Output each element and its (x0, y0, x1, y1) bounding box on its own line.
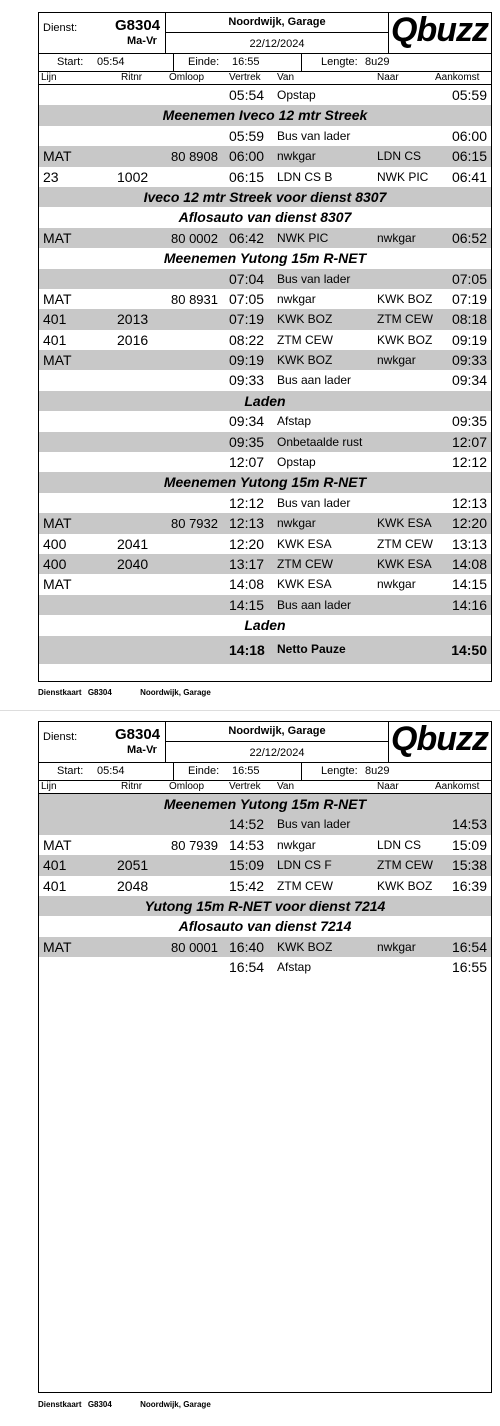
cell-van: Bus van lader (277, 271, 351, 286)
section-heading: Meenemen Yutong 15m R-NET (39, 794, 491, 814)
cell-ritnr: 2016 (117, 331, 149, 348)
location-name: Noordwijk, Garage (166, 722, 388, 742)
duty-date: 22/12/2024 (249, 747, 305, 759)
table-row (39, 289, 491, 309)
start-label: Start: (57, 56, 84, 68)
cell-vertrek: 16:40 (229, 938, 265, 955)
qbuzz-logo: Qbuzz (391, 720, 488, 758)
cell-vertrek: 07:04 (229, 270, 265, 287)
cell-omloop: 80 0002 (171, 230, 218, 246)
cell-lijn: MAT (43, 148, 72, 165)
duty-date: 22/12/2024 (249, 38, 305, 50)
dienst-number: G8304 (115, 17, 161, 34)
dienst-label: Dienst: (43, 22, 78, 34)
cell-aankomst: 16:39 (451, 877, 487, 894)
cell-ritnr: 2051 (117, 857, 149, 874)
end-label: Einde: (188, 765, 220, 777)
cell-van: KWK BOZ (277, 312, 333, 327)
table-row (39, 432, 491, 452)
col-naar: Naar (377, 781, 399, 792)
end-label: Einde: (188, 56, 220, 68)
cell-naar: nwkgar (377, 577, 416, 592)
table-row (39, 269, 491, 289)
cell-van: nwkgar (277, 837, 316, 852)
table-row (39, 85, 491, 105)
cell-omloop: 80 8908 (171, 149, 218, 165)
length-label: Lengte: (321, 765, 358, 777)
table-row (39, 493, 491, 513)
table-row (39, 534, 491, 554)
col-ritnr: Ritnr (121, 781, 143, 792)
cell-van: Bus van lader (277, 495, 351, 510)
column-headers (39, 72, 491, 85)
cell-van: KWK ESA (277, 536, 332, 551)
table-row (39, 146, 491, 166)
cell-aankomst: 15:09 (451, 836, 487, 853)
duty-card-1 (38, 12, 492, 682)
cell-van: LDN CS F (277, 858, 332, 873)
cell-lijn: 401 (43, 331, 67, 348)
section-heading: Yutong 15m R-NET voor dienst 7214 (39, 896, 491, 916)
cell-naar: nwkgar (377, 230, 416, 245)
cell-vertrek: 12:07 (229, 454, 265, 471)
cell-van: Bus van lader (277, 817, 351, 832)
cell-naar: nwkgar (377, 939, 416, 954)
cell-vertrek: 09:33 (229, 372, 265, 389)
cell-vertrek: 05:54 (229, 87, 265, 103)
cell-lijn: MAT (43, 938, 72, 955)
cell-ritnr: 2048 (117, 877, 149, 894)
table-row (39, 554, 491, 574)
cell-vertrek: 07:19 (229, 311, 265, 328)
cell-aankomst: 14:50 (451, 641, 487, 658)
table-row (39, 876, 491, 896)
cell-naar: KWK ESA (377, 556, 432, 571)
cell-lijn: 400 (43, 535, 67, 552)
cell-van: nwkgar (277, 149, 316, 164)
cell-naar: nwkgar (377, 353, 416, 368)
cell-van: NWK PIC (277, 230, 329, 245)
cell-vertrek: 09:34 (229, 413, 265, 430)
cell-vertrek: 12:13 (229, 515, 265, 532)
times-bar (39, 763, 491, 781)
length-value: 8u29 (365, 765, 390, 777)
cell-naar: NWK PIC (377, 169, 429, 184)
location-name: Noordwijk, Garage (166, 13, 388, 33)
footer-dienst: G8304 (87, 1400, 112, 1409)
cell-naar: ZTM CEW (377, 536, 433, 551)
cell-van: Bus van lader (277, 128, 351, 143)
cell-van: ZTM CEW (277, 878, 333, 893)
cell-van: Opstap (277, 88, 316, 102)
table-row (39, 452, 491, 472)
cell-ritnr: 2041 (117, 535, 149, 552)
cell-naar: KWK BOZ (377, 291, 433, 306)
cell-naar: ZTM CEW (377, 858, 433, 873)
qbuzz-logo: Qbuzz (391, 11, 488, 49)
dienst-number: G8304 (115, 726, 161, 743)
cell-van: KWK BOZ (277, 353, 333, 368)
duty-table-page-1 (39, 85, 491, 664)
cell-vertrek: 14:53 (229, 836, 265, 853)
cell-van: ZTM CEW (277, 556, 333, 571)
dienst-days: Ma-Vr (127, 744, 157, 756)
card-header (39, 722, 491, 763)
dienst-days: Ma-Vr (127, 35, 157, 47)
column-headers (39, 781, 491, 794)
cell-lijn: MAT (43, 515, 72, 532)
cell-van: ZTM CEW (277, 332, 333, 347)
cell-van: Onbetaalde rust (277, 434, 363, 449)
cell-van: Bus aan lader (277, 597, 352, 612)
col-naar: Naar (377, 72, 399, 83)
table-row (39, 411, 491, 431)
section-heading: Aflosauto van dienst 7214 (178, 918, 352, 935)
col-ritnr: Ritnr (121, 72, 143, 83)
cell-aankomst: 09:34 (451, 372, 487, 389)
cell-naar: KWK ESA (377, 516, 432, 531)
cell-omloop: 80 8931 (171, 291, 218, 307)
cell-vertrek: 14:52 (229, 816, 265, 833)
table-row (39, 167, 491, 187)
cell-omloop: 80 7932 (171, 516, 218, 532)
cell-vertrek: 06:15 (229, 168, 265, 185)
footer-label: Dienstkaart (38, 688, 82, 697)
table-row (39, 350, 491, 370)
dienst-label: Dienst: (43, 731, 78, 743)
cell-aankomst: 07:05 (451, 270, 487, 287)
cell-vertrek: 06:00 (229, 148, 265, 165)
cell-van: nwkgar (277, 516, 316, 531)
cell-vertrek: 16:54 (229, 959, 265, 976)
cell-aankomst: 08:18 (451, 311, 487, 328)
col-lijn: Lijn (41, 72, 57, 83)
cell-lijn: 401 (43, 311, 67, 328)
cell-van: Afstap (277, 414, 312, 429)
cell-lijn: MAT (43, 229, 72, 246)
cell-aankomst: 14:53 (451, 816, 487, 833)
times-bar (39, 54, 491, 72)
cell-naar: KWK BOZ (377, 332, 433, 347)
col-omloop: Omloop (169, 781, 205, 792)
cell-omloop: 80 7939 (171, 837, 218, 853)
cell-aankomst: 12:20 (451, 515, 487, 532)
col-van: Van (277, 72, 295, 83)
col-vertrek: Vertrek (229, 72, 261, 83)
table-row (39, 309, 491, 329)
table-row (39, 937, 491, 957)
card-header (39, 13, 491, 54)
cell-aankomst: 14:16 (451, 596, 487, 613)
section-heading: Meenemen Yutong 15m R-NET (39, 472, 491, 492)
cell-lijn: 23 (43, 168, 59, 185)
page-footer-1 (38, 688, 237, 697)
cell-vertrek: 15:09 (229, 857, 265, 874)
cell-lijn: MAT (43, 576, 72, 593)
table-row (39, 330, 491, 350)
cell-lijn: MAT (43, 352, 72, 369)
cell-lijn: 401 (43, 877, 67, 894)
table-row (39, 835, 491, 855)
table-row (39, 595, 491, 615)
section-heading: Aflosauto van dienst 8307 (178, 209, 352, 226)
cell-lijn: 400 (43, 555, 67, 572)
cell-omloop: 80 0001 (171, 939, 218, 955)
end-time: 16:55 (232, 765, 260, 777)
cell-aankomst: 09:19 (451, 331, 487, 348)
cell-van: KWK BOZ (277, 939, 333, 954)
table-row (39, 636, 491, 664)
cell-aankomst: 07:19 (451, 290, 487, 307)
cell-naar: LDN CS (377, 837, 422, 852)
cell-van: Opstap (277, 455, 316, 470)
section-heading: Laden (244, 617, 286, 634)
footer-location: Noordwijk, Garage (140, 1400, 211, 1409)
cell-vertrek: 14:08 (229, 576, 265, 593)
location-box (165, 13, 389, 53)
cell-van: KWK ESA (277, 577, 332, 592)
cell-aankomst: 14:15 (451, 576, 487, 593)
cell-ritnr: 2013 (117, 311, 149, 328)
cell-vertrek: 08:22 (229, 331, 265, 348)
section-heading: Meenemen Iveco 12 mtr Streek (39, 105, 491, 125)
duty-table-page-2 (39, 794, 491, 978)
cell-aankomst: 16:55 (451, 959, 487, 976)
cell-aankomst: 12:13 (451, 494, 487, 511)
cell-vertrek: 15:42 (229, 877, 265, 894)
cell-aankomst: 13:13 (451, 535, 487, 552)
col-lijn: Lijn (41, 781, 57, 792)
cell-naar: LDN CS (377, 149, 422, 164)
cell-aankomst: 09:33 (451, 352, 487, 369)
page-footer-2 (38, 1400, 237, 1409)
table-row (39, 814, 491, 834)
section-heading: Iveco 12 mtr Streek voor dienst 8307 (39, 187, 491, 207)
cell-aankomst: 09:35 (451, 413, 487, 430)
end-time: 16:55 (232, 56, 260, 68)
cell-aankomst: 05:59 (451, 87, 487, 103)
duty-card-2 (38, 721, 492, 1393)
cell-aankomst: 06:52 (451, 229, 487, 246)
cell-van: Netto Pauze (277, 641, 346, 656)
cell-van: LDN CS B (277, 169, 333, 184)
length-label: Lengte: (321, 56, 358, 68)
cell-vertrek: 09:35 (229, 433, 265, 450)
start-label: Start: (57, 765, 84, 777)
table-row (39, 513, 491, 533)
start-time: 05:54 (97, 765, 125, 777)
col-van: Van (277, 781, 295, 792)
section-heading: Laden (39, 391, 491, 411)
cell-aankomst: 06:41 (451, 168, 487, 185)
length-value: 8u29 (365, 56, 390, 68)
cell-aankomst: 12:07 (451, 433, 487, 450)
table-row (39, 957, 491, 977)
table-row (39, 126, 491, 146)
table-row (39, 855, 491, 875)
cell-vertrek: 09:19 (229, 352, 265, 369)
cell-vertrek: 05:59 (229, 127, 265, 144)
cell-lijn: 401 (43, 857, 67, 874)
section-heading: Meenemen Yutong 15m R-NET (163, 250, 367, 267)
col-omloop: Omloop (169, 72, 205, 83)
start-time: 05:54 (97, 56, 125, 68)
cell-aankomst: 06:00 (451, 127, 487, 144)
col-vertrek: Vertrek (229, 781, 261, 792)
cell-naar: KWK BOZ (377, 878, 433, 893)
cell-aankomst: 15:38 (451, 857, 487, 874)
cell-vertrek: 06:42 (229, 229, 265, 246)
cell-van: nwkgar (277, 291, 316, 306)
cell-van: Afstap (277, 960, 312, 975)
cell-aankomst: 16:54 (451, 938, 487, 955)
table-row (39, 574, 491, 594)
cell-ritnr: 1002 (117, 168, 149, 185)
cell-ritnr: 2040 (117, 555, 149, 572)
cell-vertrek: 13:17 (229, 555, 265, 572)
cell-vertrek: 07:05 (229, 290, 265, 307)
cell-aankomst: 12:12 (451, 454, 487, 471)
cell-vertrek: 14:15 (229, 596, 265, 613)
cell-vertrek: 12:20 (229, 535, 265, 552)
cell-naar: ZTM CEW (377, 312, 433, 327)
cell-vertrek: 12:12 (229, 494, 265, 511)
cell-aankomst: 14:08 (451, 555, 487, 572)
footer-location: Noordwijk, Garage (140, 688, 211, 697)
location-box (165, 722, 389, 762)
col-aankomst: Aankomst (435, 781, 480, 792)
cell-vertrek: 14:18 (229, 641, 265, 658)
cell-aankomst: 06:15 (451, 148, 487, 165)
cell-lijn: MAT (43, 836, 72, 853)
table-row (39, 370, 491, 390)
footer-dienst: G8304 (87, 688, 112, 697)
table-row (39, 228, 491, 248)
col-aankomst: Aankomst (435, 72, 480, 83)
footer-label: Dienstkaart (38, 1400, 82, 1409)
cell-lijn: MAT (43, 290, 72, 307)
cell-van: Bus aan lader (277, 373, 352, 388)
